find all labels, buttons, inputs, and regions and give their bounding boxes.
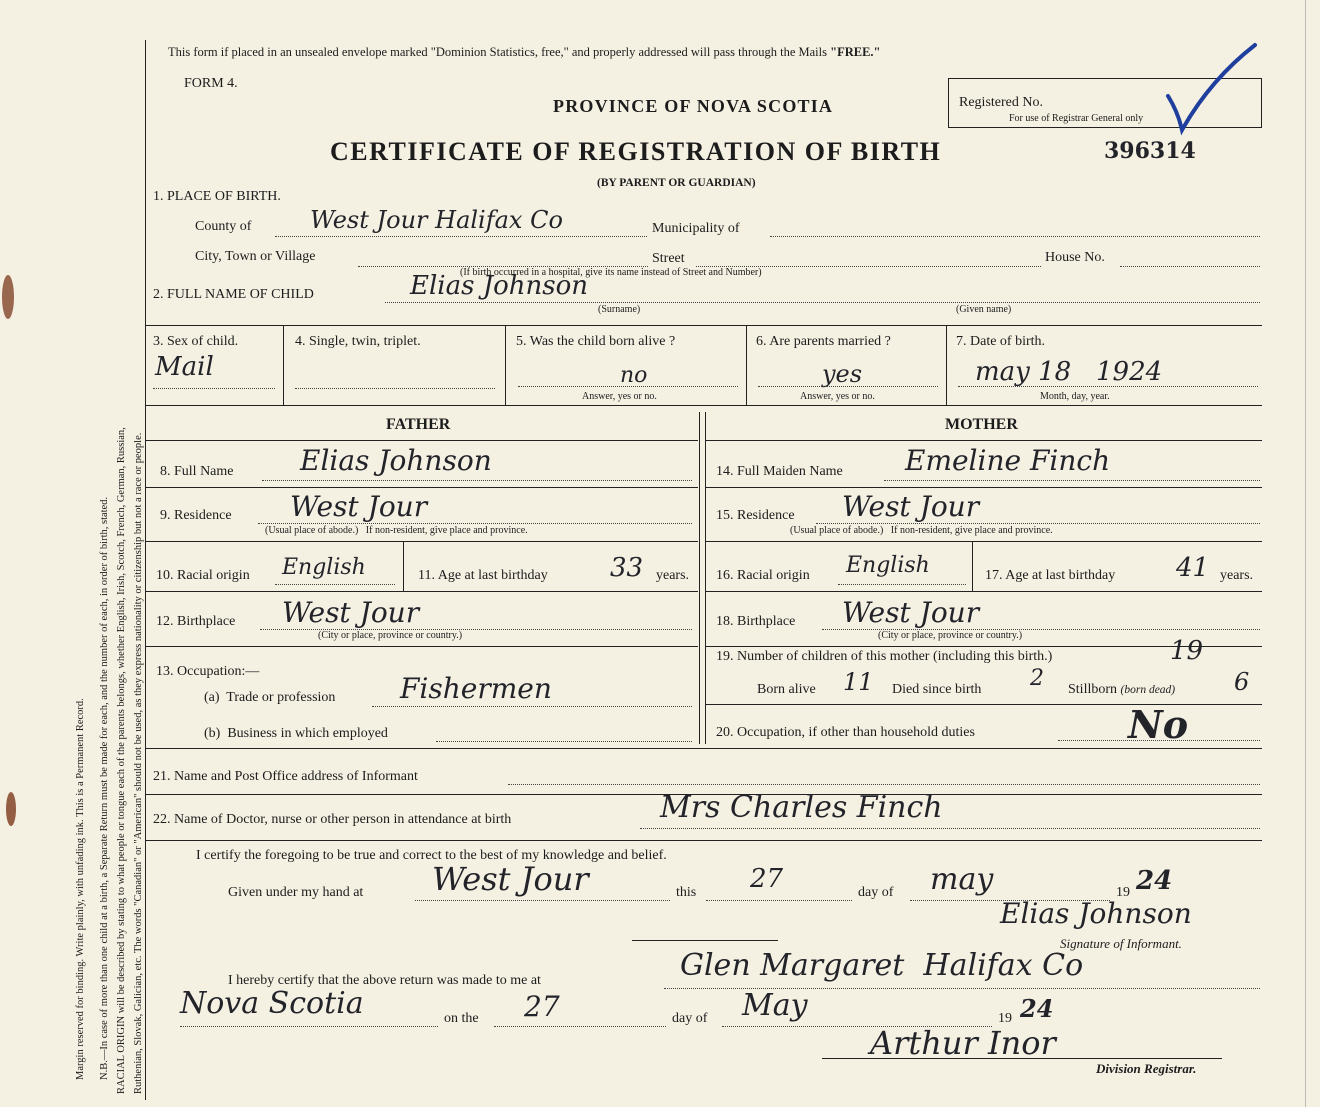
mother-residence-value: West Jour xyxy=(842,490,980,523)
county-label: County of xyxy=(195,219,252,234)
given-at-label: Given under my hand at xyxy=(228,885,364,900)
mother-occupation-label: 20. Occupation, if other than household duties xyxy=(716,725,975,740)
business-line xyxy=(436,741,692,742)
registrar-place-value-2: Nova Scotia xyxy=(180,986,364,1021)
registrar-month-value: May xyxy=(742,988,808,1023)
registrar-year-value: 24 xyxy=(1020,994,1054,1023)
mother-heading: MOTHER xyxy=(945,416,1018,433)
business-label: (b) Business in which employed xyxy=(204,726,388,741)
registrar-signature-label: Division Registrar. xyxy=(1096,1061,1197,1076)
registered-label: Registered No. xyxy=(959,95,1043,110)
doctor-line xyxy=(640,828,1260,829)
divider xyxy=(706,591,1262,592)
multiple-birth-label: 4. Single, twin, triplet. xyxy=(295,334,421,349)
stillborn-hint: (born dead) xyxy=(1120,684,1176,696)
divider xyxy=(283,325,284,405)
page-subtitle: (BY PARENT OR GUARDIAN) xyxy=(597,177,756,189)
divider xyxy=(145,748,1262,749)
mail-note-text: This form if placed in an unsealed envelope marked "Dominion Statistics, free," and properly addressed will pass through the Mails xyxy=(168,45,831,59)
province-heading: PROVINCE OF NOVA SCOTIA xyxy=(553,96,834,116)
divider xyxy=(972,541,973,591)
registrar-day-of-label: day of xyxy=(672,1011,708,1026)
father-residence-value: West Jour xyxy=(290,490,428,523)
father-residence-line xyxy=(258,523,692,524)
sex-line xyxy=(153,388,275,389)
divider xyxy=(706,440,1262,441)
divider xyxy=(145,646,698,647)
page-title: CERTIFICATE OF REGISTRATION OF BIRTH xyxy=(330,137,942,166)
mother-age-years: years. xyxy=(1220,568,1254,583)
margin-note-multiple-births: N.B.—In case of more than one child at a birth, a Separate Return must be made for each, and the number of each, in order of birth, stated. xyxy=(99,496,110,1080)
trade-value: Fishermen xyxy=(400,672,552,705)
father-racial-line xyxy=(275,584,395,585)
house-line xyxy=(1120,266,1260,267)
hospital-note: (If birth occurred in a hospital, give its name instead of Street and Number) xyxy=(460,267,762,278)
stillborn-label-text: Stillborn xyxy=(1068,682,1118,697)
place-heading: 1. PLACE OF BIRTH. xyxy=(153,189,281,204)
mother-occupation-value: No xyxy=(1128,702,1189,747)
certify-statement: I certify the foregoing to be true and correct to the best of my knowledge and belief. xyxy=(196,848,667,863)
mother-birthplace-value: West Jour xyxy=(842,596,980,629)
form-number: FORM 4. xyxy=(184,76,238,91)
registrar-place-line-2 xyxy=(180,1026,438,1027)
father-birthplace-value: West Jour xyxy=(282,596,420,629)
died-label: Died since birth xyxy=(892,682,982,697)
born-alive-label: 5. Was the child born alive ? xyxy=(516,334,676,349)
doctor-label: 22. Name of Doctor, nurse or other person in attendance at birth xyxy=(153,812,512,827)
city-label: City, Town or Village xyxy=(195,249,316,264)
born-alive-count-label: Born alive xyxy=(757,682,816,697)
given-at-value: West Jour xyxy=(432,860,589,898)
cert-year-value: 24 xyxy=(1136,866,1173,896)
cert-year-prefix: 19 xyxy=(1116,885,1130,900)
day-of-label: day of xyxy=(858,885,894,900)
father-occupation-label: 13. Occupation:— xyxy=(156,664,260,679)
father-name-line xyxy=(262,480,692,481)
married-label: 6. Are parents married ? xyxy=(756,334,891,349)
divider xyxy=(145,840,1262,841)
divider xyxy=(505,325,506,405)
stillborn-value: 6 xyxy=(1234,668,1250,696)
mother-age-label: 17. Age at last birthday xyxy=(985,568,1116,583)
informant-signature: Elias Johnson xyxy=(1000,897,1192,930)
sex-label: 3. Sex of child. xyxy=(153,334,239,349)
married-line xyxy=(758,386,938,387)
dob-value: may 18 1924 xyxy=(975,357,1163,387)
paper-stain xyxy=(2,275,14,319)
mother-residence-hint: (Usual place of abode.) If non-resident, give place and province. xyxy=(790,525,1053,536)
mail-note-free: "FREE." xyxy=(830,45,881,59)
doctor-value: Mrs Charles Finch xyxy=(660,790,943,825)
father-heading: FATHER xyxy=(386,416,451,433)
mail-note xyxy=(168,45,880,60)
divider xyxy=(706,541,1262,542)
column-divider xyxy=(705,412,706,744)
born-alive-count-value: 11 xyxy=(843,668,874,696)
registrar-year-prefix: 19 xyxy=(998,1011,1012,1026)
died-value: 2 xyxy=(1030,666,1044,691)
registrar-signature: Arthur Inor xyxy=(870,1024,1056,1062)
municipality-line xyxy=(770,236,1260,237)
mother-name-line xyxy=(884,480,1260,481)
registrar-day-value: 27 xyxy=(524,990,560,1023)
trade-line xyxy=(372,706,692,707)
on-the-label: on the xyxy=(444,1011,479,1026)
born-alive-line xyxy=(518,386,738,387)
dob-label: 7. Date of birth. xyxy=(956,334,1046,349)
municipality-label: Municipality of xyxy=(652,221,740,236)
registrar-place-value: Glen Margaret Halifax Co xyxy=(680,948,1084,983)
married-value: yes xyxy=(822,360,863,388)
father-age-years: years. xyxy=(656,568,690,583)
children-count-label: 19. Number of children of this mother (including this birth.) xyxy=(716,649,1053,664)
mother-name-label: 14. Full Maiden Name xyxy=(716,464,843,479)
this-label: this xyxy=(676,885,697,900)
divider xyxy=(145,591,698,592)
father-racial-value: English xyxy=(282,555,366,580)
father-residence-hint: (Usual place of abode.) If non-resident, give place and province. xyxy=(265,525,528,536)
mother-racial-label: 16. Racial origin xyxy=(716,568,810,583)
county-value: West Jour Halifax Co xyxy=(310,206,563,234)
divider xyxy=(632,940,778,941)
margin-note-racial-origin: RACIAL ORIGIN will be described by stating to what people or tongue each of the parents belongs, whether English, Irish, Scotch, French, German, Russian, xyxy=(116,427,127,1094)
sex-value: Mail xyxy=(155,352,214,382)
father-age-value: 33 xyxy=(610,553,644,583)
informant-signature-label: Signature of Informant. xyxy=(1060,936,1182,951)
county-line xyxy=(275,236,647,237)
mother-residence-line xyxy=(816,523,1260,524)
father-racial-label: 10. Racial origin xyxy=(156,568,250,583)
day-line xyxy=(706,900,852,901)
mother-racial-line xyxy=(838,584,966,585)
form-right-border xyxy=(1305,0,1306,1107)
divider xyxy=(403,541,404,591)
father-name-value: Elias Johnson xyxy=(300,444,492,477)
registration-number: 396314 xyxy=(1104,138,1196,164)
column-divider xyxy=(699,412,700,744)
divider xyxy=(746,325,747,405)
mother-name-value: Emeline Finch xyxy=(905,444,1111,477)
child-name-value: Elias Johnson xyxy=(410,271,589,301)
margin-note-binding: Margin reserved for binding. Write plainly, with unfading ink. This is a Permanent Record. xyxy=(75,698,86,1080)
given-at-line xyxy=(415,900,670,901)
father-birthplace-hint: (City or place, province or country.) xyxy=(318,630,463,641)
check-mark-icon xyxy=(1160,40,1260,136)
divider xyxy=(946,325,947,405)
divider xyxy=(706,487,1262,488)
cert-month-value: may xyxy=(930,862,994,897)
registrar-day-line xyxy=(494,1026,666,1027)
dob-line xyxy=(958,386,1258,387)
child-name-label: 2. FULL NAME OF CHILD xyxy=(153,287,314,302)
born-alive-hint: Answer, yes or no. xyxy=(582,391,657,402)
registrar-note: For use of Registrar General only xyxy=(1009,113,1144,124)
born-alive-value: no xyxy=(620,363,648,388)
married-hint: Answer, yes or no. xyxy=(800,391,875,402)
given-name-caption: (Given name) xyxy=(956,304,1012,315)
father-residence-label: 9. Residence xyxy=(160,508,232,523)
divider xyxy=(145,487,698,488)
mother-birthplace-label: 18. Birthplace xyxy=(716,614,796,629)
divider xyxy=(145,541,698,542)
child-name-line xyxy=(385,302,1260,303)
dob-hint: Month, day, year. xyxy=(1040,391,1110,402)
surname-caption: (Surname) xyxy=(598,304,641,315)
divider xyxy=(145,405,1262,406)
informant-label: 21. Name and Post Office address of Informant xyxy=(153,769,418,784)
father-name-label: 8. Full Name xyxy=(160,464,234,479)
informant-line xyxy=(508,784,1260,785)
divider xyxy=(145,440,698,441)
divider xyxy=(145,325,1262,326)
mother-birthplace-hint: (City or place, province or country.) xyxy=(878,630,1023,641)
multiple-birth-line xyxy=(295,388,495,389)
stillborn-label xyxy=(1068,682,1175,698)
street-label: Street xyxy=(652,251,685,266)
margin-note-racial-origin-2: Ruthenian, Slovak, Galician, etc. The words "Canadian" or "American" should not be used, as they express nationality or citizenship but not a race or people. xyxy=(133,432,144,1094)
form-left-border xyxy=(145,40,146,1100)
cert-day-value: 27 xyxy=(750,864,784,894)
father-birthplace-label: 12. Birthplace xyxy=(156,614,236,629)
registrar-certify-statement: I hereby certify that the above return was made to me at xyxy=(228,973,541,988)
mother-residence-label: 15. Residence xyxy=(716,508,795,523)
father-age-label: 11. Age at last birthday xyxy=(418,568,548,583)
house-label: House No. xyxy=(1045,250,1105,265)
paper-stain xyxy=(6,792,16,826)
trade-label: (a) Trade or profession xyxy=(204,690,336,705)
mother-age-value: 41 xyxy=(1176,553,1210,583)
children-count-value: 19 xyxy=(1170,636,1204,666)
mother-racial-value: English xyxy=(846,553,930,578)
